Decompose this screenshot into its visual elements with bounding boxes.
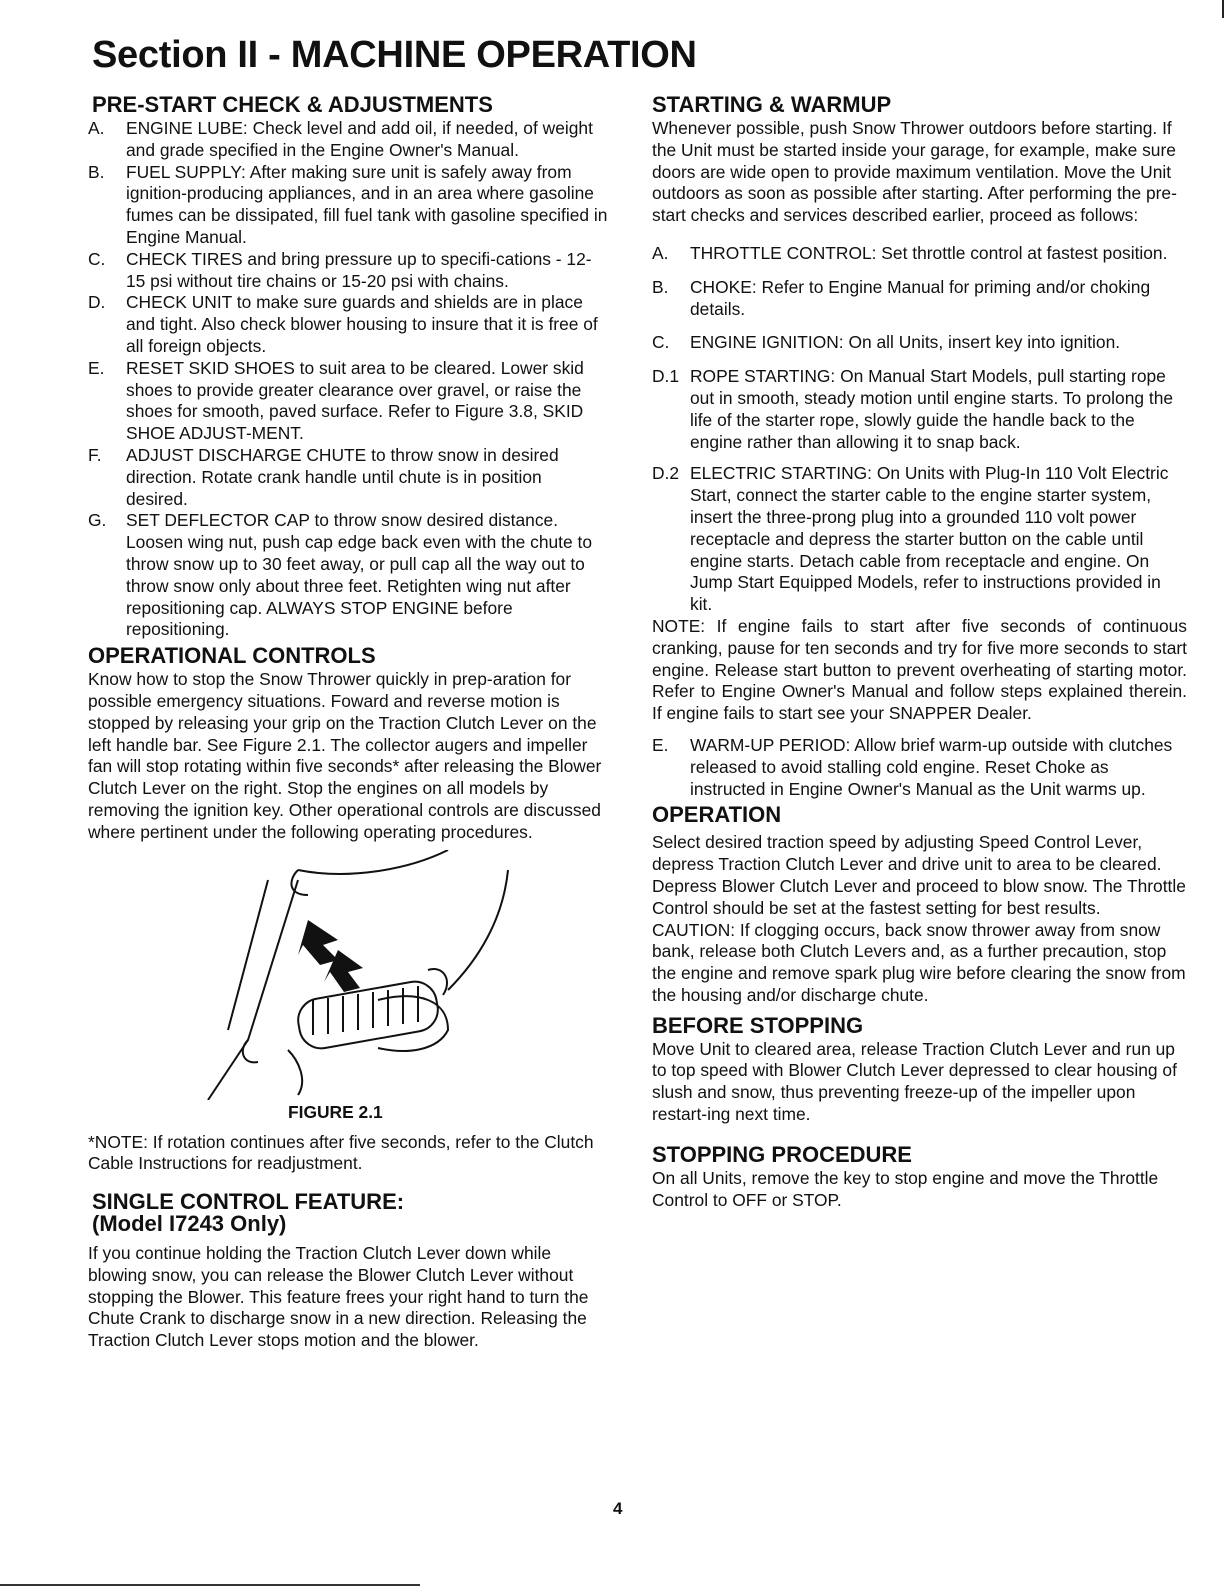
list-item: C. CHECK TIRES and bring pressure up to specifi-cations - 12-15 psi without tire chains or 15-20 psi with chains. — [88, 248, 592, 291]
single-control-heading: SINGLE CONTROL FEATURE: — [92, 1189, 405, 1215]
hand-on-lever-illustration — [148, 850, 548, 1100]
starting-note: NOTE: If engine fails to start after five seconds of continuous cranking, pause for ten seconds and try for five more seconds to start engine. Release start button to prevent overheating of starting motor. Refer to Engine Owner's Manual and follow steps explained therein. If engine fails to start see your SNAPPER Dealer. — [652, 615, 1187, 724]
figure-caption: FIGURE 2.1 — [288, 1101, 383, 1122]
prestart-list — [88, 118, 608, 641]
before-stopping-heading: BEFORE STOPPING — [652, 1012, 864, 1038]
starting-heading: STARTING & WARMUP — [652, 92, 892, 117]
single-control-subheading: (Model I7243 Only) — [92, 1211, 287, 1237]
single-control-text: If you continue holding the Traction Clutch Lever down while blowing snow, you can release the Blower Clutch Lever without stopping the Blower. This feature frees your right hand to turn the Chute Crank to discharge snow in a new direction. Releasing the Traction Clutch Lever stops motion and the blower. — [88, 1243, 589, 1351]
operation-text: Select desired traction speed by adjusting Speed Control Lever, depress Traction Clutch Lever and drive unit to area to be cleared. Depress Blower Clutch Lever and proceed to blow snow. The Throttle Control should be set at the fastest setting for best results. — [652, 832, 1186, 918]
list-item: B. CHOKE: Refer to Engine Manual for priming and/or choking details. — [652, 276, 1151, 319]
list-item: G. SET DEFLECTOR CAP to throw snow desired distance. Loosen wing nut, push cap edge back even with the chute to throw snow up to 30 feet away, or pull cap all the way out to throw snow only about three feet. Retighten wing nut after repositioning cap. ALWAYS STOP ENGINE before repositioning. — [88, 510, 593, 640]
rotation-note: *NOTE: If rotation continues after five seconds, refer to the Clutch Cable Instructions for readjustment. — [88, 1131, 594, 1174]
list-item: A. ENGINE LUBE: Check level and add oil, if needed, of weight and grade specified in the Engine Owner's Manual. — [88, 118, 593, 160]
list-item: E. WARM-UP PERIOD: Allow brief warm-up outside with clutches released to avoid stalling cold engine. Reset Choke as instructed in Engine Owner's Manual as the Unit warms up. — [652, 734, 1173, 799]
before-stopping-text: Move Unit to cleared area, release Traction Clutch Lever and run up to top speed with Blower Clutch Lever depressed to clear housing of slush and snow, thus preventing freeze-up of the impeller upon restart-ing next time. — [652, 1038, 1177, 1125]
left-column — [88, 92, 608, 1352]
starting-intro: Whenever possible, push Snow Thrower outdoors before starting. If the Unit must be started inside your garage, for example, make sure doors are wide open to provide maximum ventilation. Move the Unit outdoors as soon as possible after starting. After performing the pre-start checks and services described earlier, proceed as follows: — [652, 118, 1177, 226]
list-item: D.2 ELECTRIC STARTING: On Units with Plug-In 110 Volt Electric Start, connect the starter cable to the engine starter system, insert the three-prong plug into a grounded 110 volt power receptacle and depress the starter button on the cable until engine starts. Detach cable from receptacle and engine. On Jump Start Equipped Models, refer to instructions provided in kit. — [652, 463, 1169, 615]
list-item: F. ADJUST DISCHARGE CHUTE to throw snow in desired direction. Rotate crank handle until chute is in position desired. — [88, 444, 559, 509]
list-item: D.1 ROPE STARTING: On Manual Start Models, pull starting rope out in smooth, steady motion until engine starts. To prolong the life of the starter rope, slowly guide the handle back to the engine rather than allowing it to snap back. — [652, 366, 1174, 452]
list-item: C. ENGINE IGNITION: On all Units, insert key into ignition. — [652, 332, 1121, 353]
list-item: D. CHECK UNIT to make sure guards and shields are in place and tight. Also check blower housing to insure that it is free of all foreign objects. — [88, 292, 598, 356]
figure-2-1 — [88, 850, 608, 1130]
stopping-procedure-heading: STOPPING PROCEDURE — [652, 1141, 912, 1167]
right-column — [652, 92, 1187, 1211]
page-number: 4 — [613, 1499, 623, 1518]
operational-controls-heading: OPERATIONAL CONTROLS — [88, 643, 376, 669]
stopping-procedure-text: On all Units, remove the key to stop engine and move the Throttle Control to OFF or STOP. — [652, 1167, 1159, 1210]
section-title: Section II - MACHINE OPERATION — [92, 34, 697, 76]
list-item: A. THROTTLE CONTROL: Set throttle control at fastest position. — [652, 242, 1168, 263]
prestart-heading: PRE-START CHECK & ADJUSTMENTS — [92, 92, 493, 117]
list-item: B. FUEL SUPPLY: After making sure unit is safely away from ignition-producing appliances, and in an area where gasoline fumes can be dissipated, fill fuel tank with gasoline specified in Engine Manual. — [88, 161, 608, 247]
operation-heading: OPERATION — [652, 802, 782, 828]
list-item: E. RESET SKID SHOES to suit area to be cleared. Lower skid shoes to provide greater clearance over gravel, or raise the shoes for smooth, paved surface. Refer to Figure 3.8, SKID SHOE ADJUST-MENT. — [88, 357, 584, 444]
operational-controls-text: Know how to stop the Snow Thrower quickly in prep-aration for possible emergency situations. Foward and reverse motion is stopped by releasing your grip on the Traction Clutch Lever on the left handle bar. See Figure 2.1. The collector augers and impeller fan will stop rotating within five seconds* after releasing the Blower Clutch Lever on the right. Stop the engines on all models by removing the ignition key. Other operational controls are discussed where pertinent under the following operating procedures. — [88, 669, 602, 842]
caution-text: CAUTION: If clogging occurs, back snow thrower away from snow bank, release both Clutch Levers and, as a further precaution, stop the engine and remove spark plug wire before clearing the snow from the housing and/or discharge chute. — [652, 919, 1186, 1005]
